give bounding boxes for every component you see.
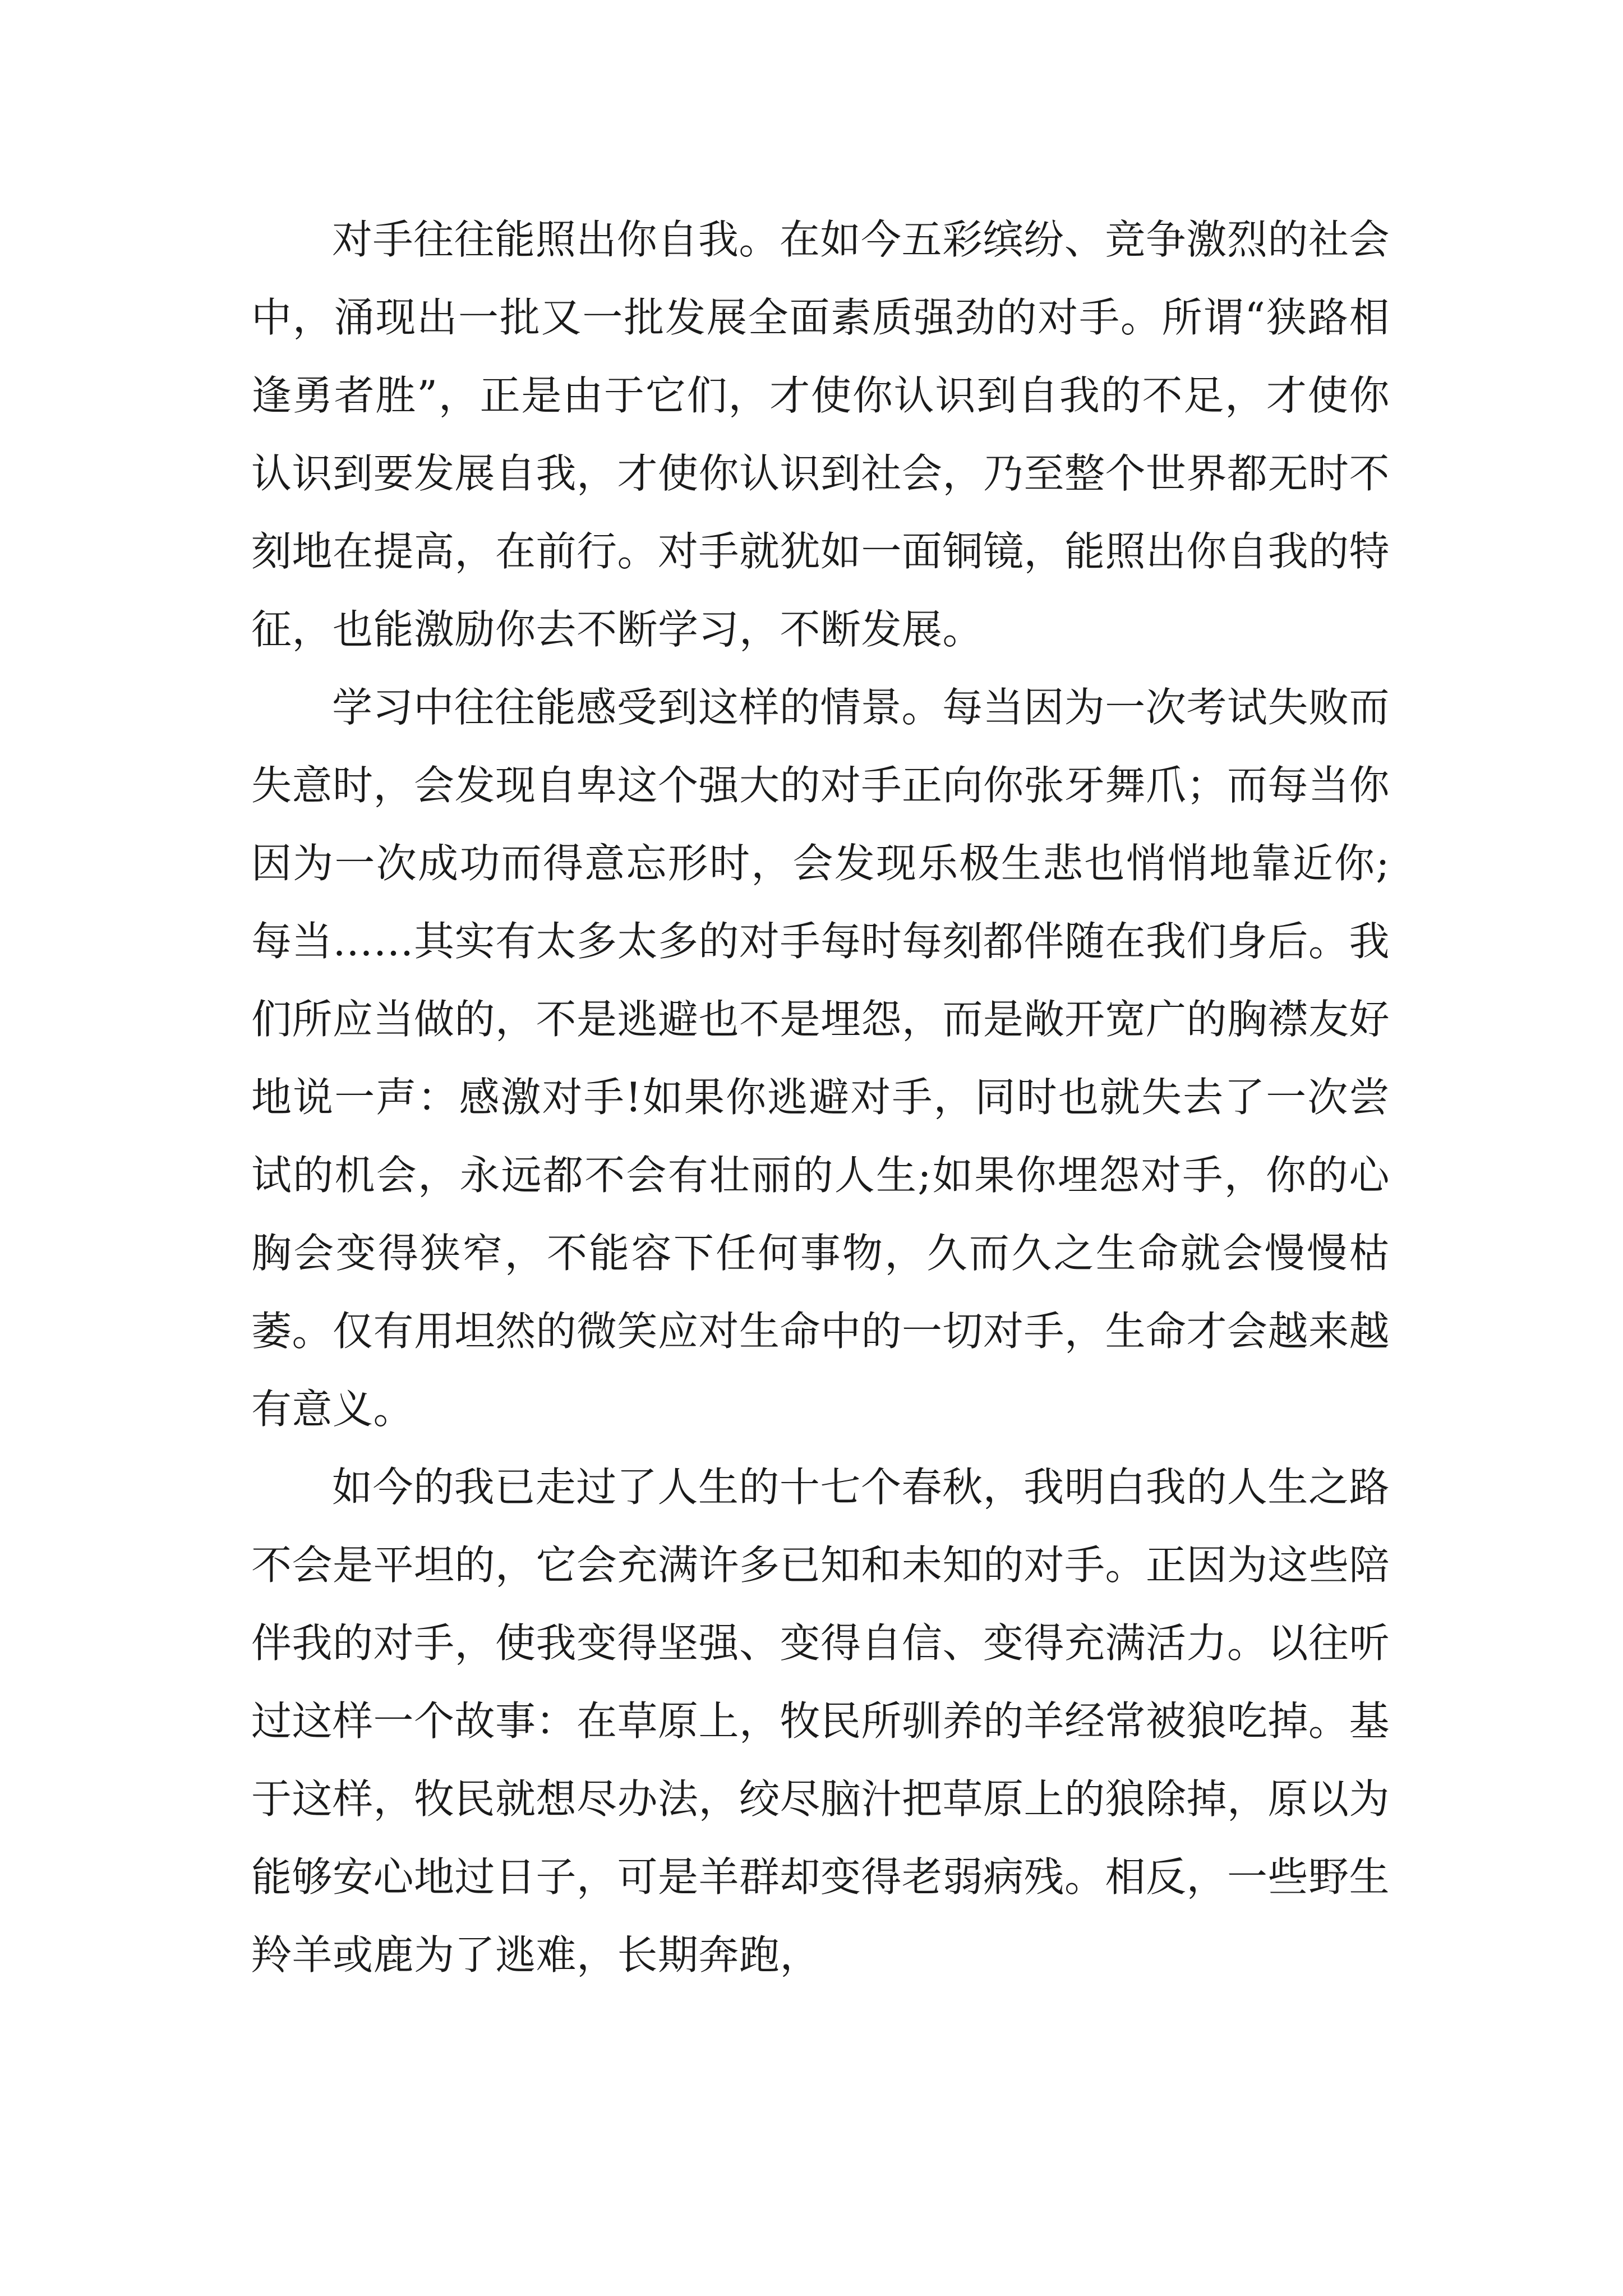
document-body <box>251 201 1390 1994</box>
paragraph-1: 对手往往能照出你自我。在如今五彩缤纷、竞争激烈的社会中，涌现出一批又一批发展全面素质强劲的对手。所谓“狭路相逢勇者胜”，正是由于它们，才使你认识到自我的不足，才使你认识到要发展自我，才使你认识到社会，乃至整个世界都无时不刻地在提高，在前行。对手就犹如一面铜镜，能照出你自我的特征，也能激励你去不断学习，不断发展。 <box>251 216 1390 653</box>
paragraph-3: 如今的我已走过了人生的十七个春秋，我明白我的人生之路不会是平坦的，它会充满许多已知和未知的对手。正因为这些陪伴我的对手，使我变得坚强、变得自信、变得充满活力。以往听过这样一个故事：在草原上，牧民所驯养的羊经常被狼吃掉。基于这样，牧民就想尽办法，绞尽脑汁把草原上的狼除掉，原以为能够安心地过日子，可是羊群却变得老弱病残。相反，一些野生羚羊或鹿为了逃难，长期奔跑， <box>251 1464 1390 1978</box>
paragraph-2: 学习中往往能感受到这样的情景。每当因为一次考试失败而失意时，会发现自卑这个强大的对手正向你张牙舞爪；而每当你因为一次成功而得意忘形时，会发现乐极生悲也悄悄地靠近你;每当……其实有太多太多的对手每时每刻都伴随在我们身后。我们所应当做的，不是逃避也不是埋怨，而是敞开宽广的胸襟友好地说一声：感激对手!如果你逃避对手，同时也就失去了一次尝试的机会，永远都不会有壮丽的人生;如果你埋怨对手，你的心胸会变得狭窄，不能容下任何事物，久而久之生命就会慢慢枯萎。仅有用坦然的微笑应对生命中的一切对手，生命才会越来越有意义。 <box>251 684 1390 1433</box>
